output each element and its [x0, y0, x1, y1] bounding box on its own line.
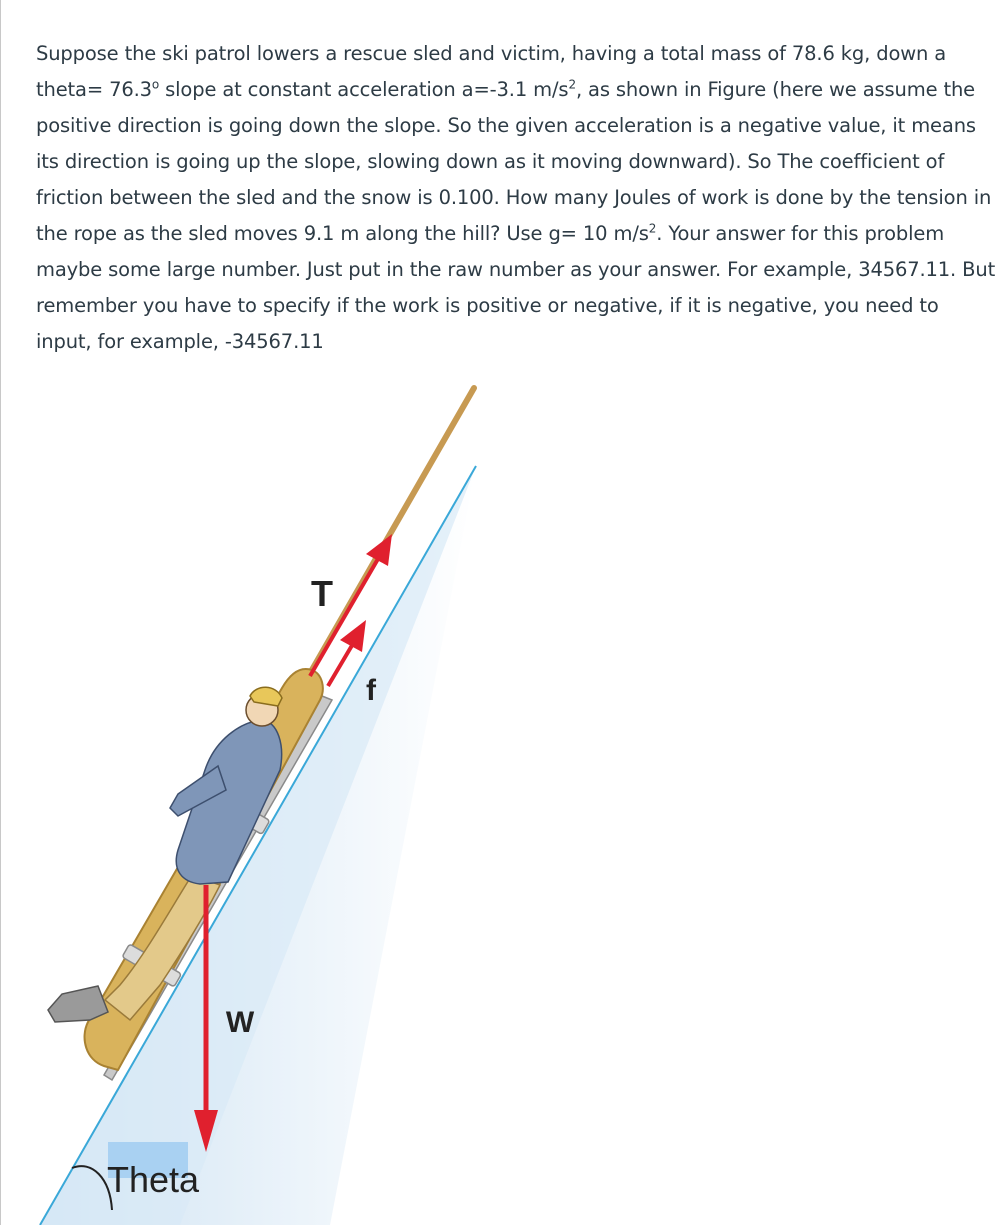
- friction-arrow: [328, 642, 354, 686]
- question-text-part-1: Suppose the ski patrol lowers a rescue sled and victim, having a total mass of 78.6 kg, down a theta= 76.3: [36, 42, 947, 101]
- question-text-part-4: . Your answer for this problem maybe some large number. Just put in the raw number as your answer. For example, 34567.11. But remember you have to specify if the work is positive or negative, if it is negative, you need to input, for example, -34567.11: [36, 222, 996, 353]
- squared-superscript-1: 2: [568, 77, 576, 92]
- victim-boot: [48, 986, 108, 1022]
- tension-label: T: [311, 573, 333, 614]
- question-text-part-2: slope at constant acceleration a=-3.1 m/s: [159, 78, 569, 101]
- sled-free-body-diagram: [0, 370, 1007, 1225]
- friction-label: f: [366, 674, 376, 707]
- question-text-part-3: , as shown in Figure (here we assume the positive direction is going down the slope. So the given acceleration is a negative value, it means its direction is going up the slope, slowing down as it moving downward). So The coefficient of friction between the sled and the snow is 0.100. How many Joules of work is done by the tension in the rope as the sled moves 9.1 m along the hill? Use g= 10 m/s: [36, 78, 992, 245]
- tension-arrowhead: [366, 534, 392, 566]
- question-text: [36, 36, 996, 360]
- degree-superscript: o: [151, 77, 160, 92]
- angle-label: Theta: [107, 1159, 200, 1200]
- squared-superscript-2: 2: [648, 221, 657, 236]
- weight-label: W: [225, 1006, 255, 1039]
